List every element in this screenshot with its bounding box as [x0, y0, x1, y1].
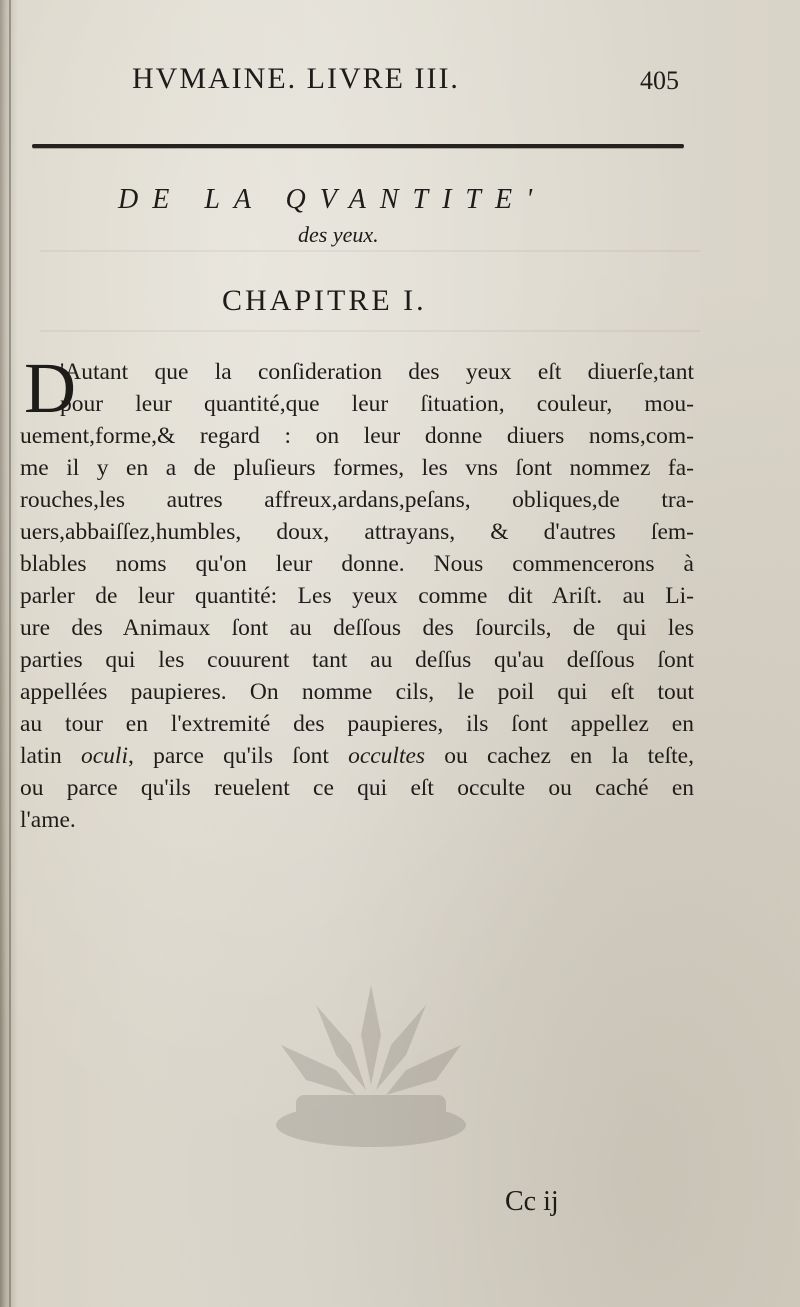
running-head: HVMAINE. LIVRE III. — [132, 62, 460, 95]
text-line: uers,abbaiſſez,humbles, doux, attrayans, & d'autres ſem- — [20, 519, 694, 545]
chapter-heading: CHAPITRE I. — [222, 284, 427, 317]
section-title: DE LA QVANTITE' — [118, 184, 547, 215]
text-fragment: latin — [20, 743, 81, 769]
text-line: uement,forme,& regard : on leur donne diuers noms,com- — [20, 423, 694, 449]
section-subtitle: des yeux. — [298, 222, 379, 247]
signature-mark: Cc ij — [505, 1186, 559, 1217]
show-through-line — [40, 250, 700, 252]
text-line: ou parce qu'ils reuelent ce qui eſt occulte ou caché en — [20, 775, 694, 801]
latin-term: oculi — [80, 743, 128, 769]
text-line: parler de leur quantité: Les yeux comme dit Ariſt. au Li- — [20, 583, 694, 609]
gutter-shadow — [9, 0, 11, 1307]
text-line: au tour en l'extremité des paupieres, ils ſont appellez en — [20, 711, 694, 737]
page-number: 405 — [640, 66, 679, 95]
text-line: appellées paupieres. On nomme cils, le poil qui eſt tout — [20, 679, 694, 705]
text-line: pour leur quantité,que leur ſituation, couleur, mou- — [60, 391, 694, 417]
text-line: blables noms qu'on leur donne. Nous commencerons à — [20, 551, 694, 577]
chapter-body — [20, 356, 694, 836]
text-line: me il y en a de pluſieurs formes, les vns ſont nommez fa- — [20, 455, 694, 481]
bleed-through-ornament — [256, 975, 486, 1155]
text-line-last: l'ame. — [20, 807, 76, 833]
latin-term: occultes — [348, 743, 426, 769]
text-line: 'Autant que la conſideration des yeux eſt diuerſe,tant — [60, 359, 694, 385]
show-through-line — [40, 330, 700, 332]
text-fragment: ou cachez en la teſte, — [425, 743, 694, 769]
text-line: parties qui les couurent tant au deſſus qu'au deſſous ſont — [20, 647, 694, 673]
text-line: ure des Animaux ſont au deſſous des ſourcils, de qui les — [20, 615, 694, 641]
text-fragment: , parce qu'ils ſont — [127, 743, 349, 769]
header-rule — [32, 144, 684, 148]
text-line: rouches,les autres affreux,ardans,peſans, obliques,de tra- — [20, 487, 694, 513]
text-line-italic-terms — [20, 740, 694, 772]
drop-cap: D — [24, 348, 76, 428]
